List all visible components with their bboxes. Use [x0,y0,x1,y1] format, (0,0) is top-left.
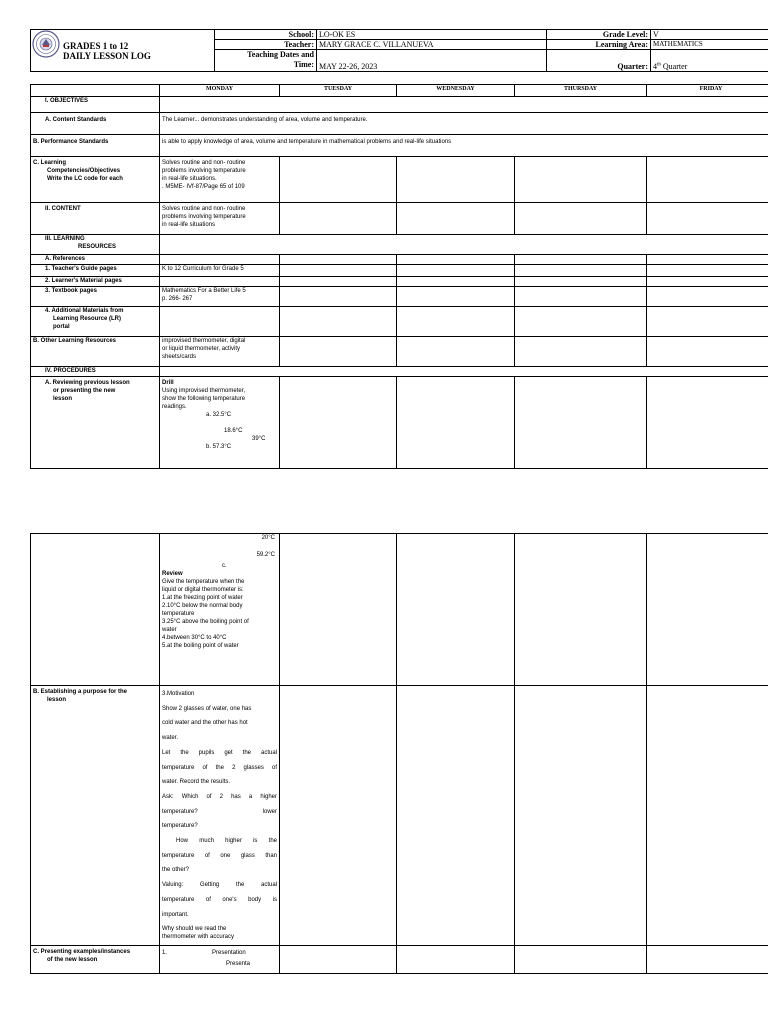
references-tuesday [280,255,397,265]
grade-value: V [651,30,768,40]
references-wednesday [397,255,515,265]
lr-portal-wednesday [397,307,515,337]
resources-label-line-1: III. LEARNING [45,236,85,242]
other-resources-wednesday [397,337,515,367]
motivation-thursday [515,686,647,946]
drill-thursday [515,377,647,469]
other-resources-line-1: improvised thermometer, digital [162,338,246,344]
competencies-thursday [515,157,647,203]
quarter-label: Quarter: [547,50,651,72]
purpose-label [31,686,160,946]
gap-1 [162,542,277,551]
lr-portal-friday [647,307,768,337]
review-line-1: Give the temperature when the [162,579,245,585]
presentation-number: 1. [162,950,168,956]
header-logo-cell [31,30,215,72]
teacher-value: MARY GRACE C. VILLANUEVA [317,40,547,50]
day-tuesday: TUESDAY [280,85,397,97]
competencies-line-3: in real-life situations. [162,176,217,182]
content-monday [160,203,280,235]
lr-portal-label [31,307,160,337]
lesson-log-table-page-2 [30,533,768,974]
review-line-6: 3.25°C above the boiling point of [162,619,249,625]
references-thursday [515,255,647,265]
presentation-word: Presentation [212,950,246,956]
teacher-label: Teacher: [215,40,317,50]
motivation-line-14: Valuing: Getting the actual [162,882,277,889]
content-tuesday [280,203,397,235]
review-wednesday [397,534,515,686]
reviewing-label-line-1: A. Reviewing previous lesson [45,380,130,386]
competencies-label-line-1: C. Learning [33,160,67,166]
school-value: LO-OK ES [317,30,547,40]
motivation-line-2: Show 2 glasses of water, one has [162,705,252,712]
motivation-line-3: cold water and the other has hot [162,720,248,727]
lr-portal-thursday [515,307,647,337]
dates-value: MAY 22-26, 2023 [317,50,547,72]
review-line-3: 1.at the freezing point of water [162,595,243,601]
motivation-line-9 [162,805,277,820]
review-line-9: 5.at the boiling point of water [162,643,239,649]
content-label: II. CONTENT [31,203,160,235]
objectives-cell [160,97,768,113]
title-line-2: DAILY LESSON LOG [63,51,151,61]
other-resources-tuesday [280,337,397,367]
lr-portal-monday [160,307,280,337]
other-resources-thursday [515,337,647,367]
review-continued-label [31,534,160,686]
competencies-tuesday [280,157,397,203]
objectives-label: I. OBJECTIVES [31,97,160,113]
day-wednesday: WEDNESDAY [397,85,515,97]
textbook-tuesday [280,287,397,307]
motivation-line-16: important. [162,911,189,918]
resources-cell [160,235,768,255]
motivation-line-9a: temperature? [162,808,198,815]
motivation-line-9b: lower [262,808,277,815]
resources-label [31,235,160,255]
motivation-line-7: water. Record the results. [162,779,231,786]
motivation-wednesday [397,686,515,946]
learners-material-tuesday [280,277,397,287]
teachers-guide-wednesday [397,265,515,277]
learners-material-label: 2. Learner's Material pages [31,277,160,287]
drill-line-2: show the following temperature [162,396,246,402]
content-line-1: Solves routine and non- routine [162,206,246,212]
textbook-label: 3. Textbook pages [31,287,160,307]
dates-label [215,50,317,72]
motivation-line-10: temperature? [162,823,198,830]
drill-temp-39: 39°C [252,436,266,442]
competencies-label [31,157,160,203]
learners-material-thursday [515,277,647,287]
review-line-5: temperature [162,611,195,617]
learners-material-monday [160,277,280,287]
drill-title: Drill [162,380,174,386]
school-label: School: [215,30,317,40]
review-line-4: 2.10°C below the normal body [162,603,243,609]
references-label: A. References [31,255,160,265]
content-wednesday [397,203,515,235]
other-resources-friday [647,337,768,367]
presenting-label-line-1: C. Presenting examples/instances [33,949,131,955]
presentation-tuesday [280,946,397,974]
other-resources-line-3: sheets/cards [162,354,197,360]
lr-portal-label-line-2: Learning Resource (LR) [53,316,122,322]
textbook-thursday [515,287,647,307]
temp-20: 20°C [261,535,275,541]
presentation-wednesday [397,946,515,974]
procedures-label: IV. PROCEDURES [31,367,160,377]
lr-portal-tuesday [280,307,397,337]
motivation-line-15: temperature of one's body is [162,896,277,903]
competencies-label-line-2: Competencies/Objectives [47,168,121,174]
teachers-guide-tuesday [280,265,397,277]
presentation-monday [160,946,280,974]
other-resources-monday [160,337,280,367]
other-resources-line-2: or liquid thermometer, activity [162,346,241,352]
competencies-line-2: problems involving temperature [162,168,246,174]
learners-material-wednesday [397,277,515,287]
teachers-guide-label: 1. Teacher's Guide pages [31,265,160,277]
motivation-line-12: temperature of one glass than [162,852,277,859]
title-line-1: GRADES 1 to 12 [63,41,129,51]
area-label: Learning Area: [547,40,651,50]
references-friday [647,255,768,265]
competencies-monday [160,157,280,203]
motivation-line-6: temperature of the 2 glasses of [162,764,277,771]
presentation-thursday [515,946,647,974]
presentation-line-1 [162,948,277,959]
quarter-number: 4 [653,62,658,71]
textbook-friday [647,287,768,307]
textbook-line-1: Mathematics For a Better Life 5 [162,288,246,294]
learners-material-friday [647,277,768,287]
motivation-friday [647,686,768,946]
competencies-label-line-3: Write the LC code for each [47,176,123,182]
references-monday [160,255,280,265]
content-friday [647,203,768,235]
review-monday [160,534,280,686]
content-line-2: problems involving temperature [162,214,246,220]
review-line-7: water [162,627,177,633]
competencies-line-1: Solves routine and non- routine [162,160,246,166]
competencies-wednesday [397,157,515,203]
drill-gap [162,419,277,427]
drill-monday [160,377,280,469]
performance-standards-value: is able to apply knowledge of area, volume and temperature in mathematical problems and real-life situations [160,135,768,157]
lr-portal-label-line-3: portal [53,324,70,330]
presentation-line-2: Presenta [226,961,251,967]
drill-line-3: readings. [162,404,187,410]
presentation-friday [647,946,768,974]
quarter-value [651,50,768,72]
day-monday: MONDAY [160,85,280,97]
procedures-cell [160,367,768,377]
motivation-line-8: Ask: Which of 2 has a higher [162,793,277,800]
presenting-examples-label [31,946,160,974]
teachers-guide-monday: K to 12 Curriculum for Grade 5 [160,265,280,277]
drill-tuesday [280,377,397,469]
temp-59: 59.2°C [256,552,275,558]
content-line-3: in real-life situations [162,222,216,228]
reviewing-lesson-label [31,377,160,469]
motivation-line-18: thermometer with accuracy [162,934,235,941]
drill-item-a: a. 32.5°C [206,412,232,418]
content-standards-value: The Learner... demonstrates understanding of area, volume and temperature. [160,113,768,135]
purpose-label-line-2: lesson [47,697,67,703]
quarter-suffix: th [657,62,661,68]
review-thursday [515,534,647,686]
presenting-label-line-2: of the new lesson [47,957,98,963]
motivation-line-1: 3.Motivation [162,691,195,697]
competencies-friday [647,157,768,203]
motivation-line-17: Why should we read the [162,926,227,933]
motivation-monday [160,686,280,946]
day-thursday: THURSDAY [515,85,647,97]
drill-item-b: b. 57.3°C [206,444,232,450]
area-value: MATHEMATICS [651,40,768,50]
textbook-line-2: p. 266- 267 [162,296,193,302]
purpose-label-line-1: B. Establishing a purpose for the [33,689,128,695]
drill-wednesday [397,377,515,469]
motivation-line-13: the other? [162,867,190,874]
content-standards-label: A. Content Standards [31,113,160,135]
dates-label-line-2: Time: [293,60,314,69]
teachers-guide-thursday [515,265,647,277]
teachers-guide-friday [647,265,768,277]
textbook-wednesday [397,287,515,307]
day-header-row [31,85,768,97]
day-header-blank [31,85,160,97]
content-thursday [515,203,647,235]
header-table [30,29,768,72]
review-line-8: 4.between 30°C to 40°C [162,635,227,641]
dates-label-line-1: Teaching Dates and [247,50,314,59]
grade-label: Grade Level: [547,30,651,40]
textbook-monday [160,287,280,307]
drill-line-1: Using improvised thermometer, [162,388,246,394]
day-friday: FRIDAY [647,85,768,97]
review-tuesday [280,534,397,686]
motivation-tuesday [280,686,397,946]
performance-standards-label: B. Performance Standards [31,135,160,157]
review-friday [647,534,768,686]
motivation-line-11: How much higher is the [176,838,277,845]
quarter-word: Quarter [662,62,688,71]
lr-portal-label-line-1: 4. Additional Materials from [45,308,124,314]
competencies-line-4: . M5ME- IVf-87/Page 65 of 109 [162,184,245,190]
review-line-2: liquid or digital thermometer is: [162,587,244,593]
other-resources-label: B. Other Learning Resources [31,337,160,367]
resources-label-line-2: RESOURCES [78,244,117,250]
reviewing-label-line-3: lesson [53,396,73,402]
motivation-line-4: water. [162,735,179,742]
review-title: Review [162,571,183,577]
drill-friday [647,377,768,469]
reviewing-label-line-2: or presenting the new [53,388,116,394]
drill-item-c: c. [222,563,227,569]
drill-temp-18: 18.6°C [224,428,243,434]
motivation-line-5: Let the pupils get the actual [162,749,277,756]
lesson-log-table-page-1 [30,84,768,469]
